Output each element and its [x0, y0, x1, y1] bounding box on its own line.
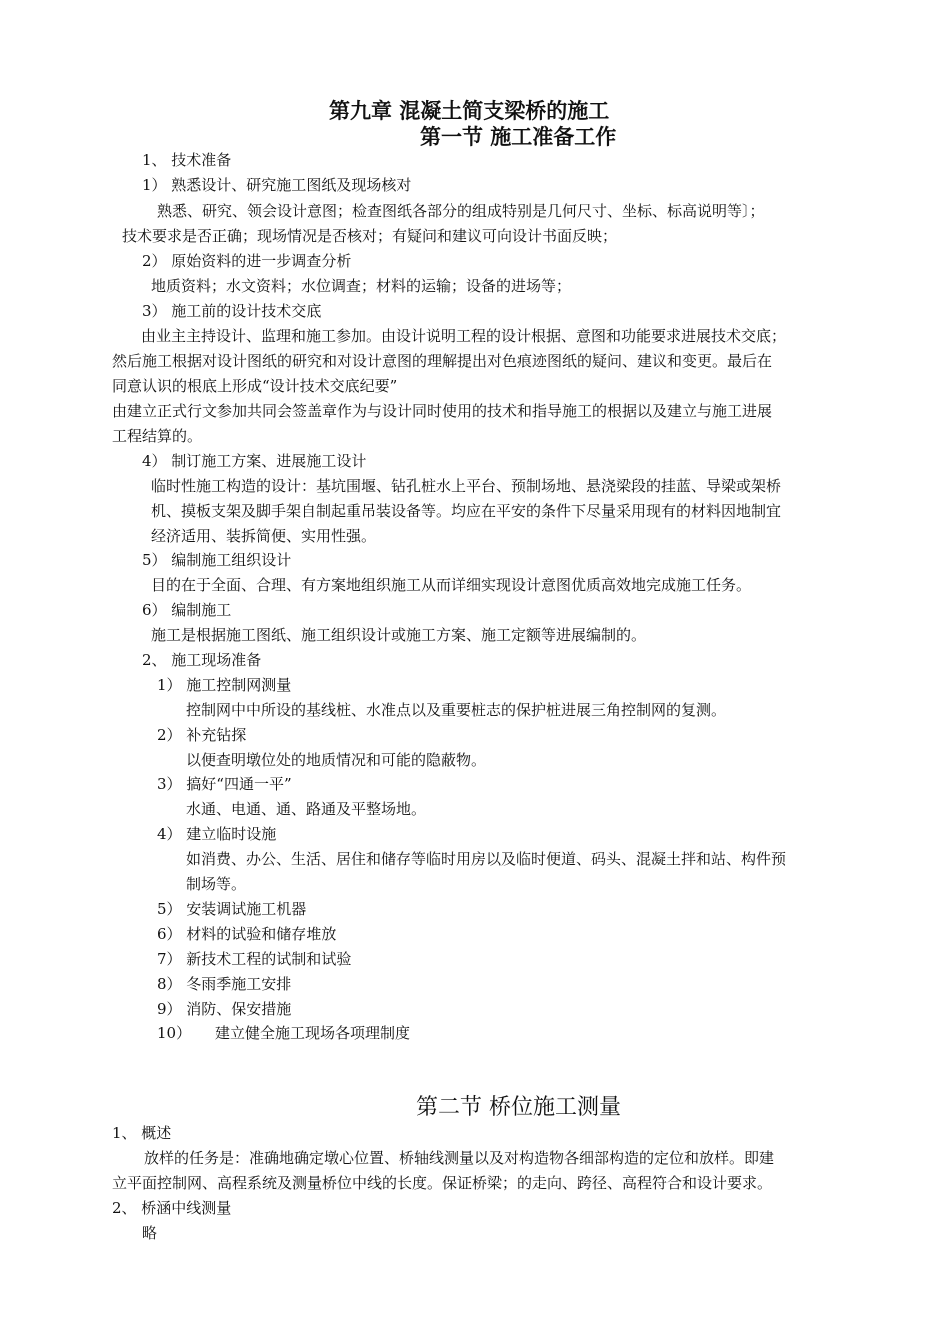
heading-technical-prep: 1、 技术准备 [142, 151, 232, 169]
paragraph-line: 熟悉、研究、领会设计意图；检查图纸各部分的组成特别是几何尺寸、坐标、标高说明等〕； [157, 202, 765, 220]
subheading-item-4: 4） 建立临时设施 [157, 825, 277, 843]
subheading-item-10-text: 建立健全施工现场各项理制度 [215, 1024, 411, 1042]
subheading-item-6: 6） 材料的试验和储存堆放 [157, 925, 337, 943]
paragraph-line: 施工是根据施工图纸、施工组织设计或施工方案、施工定额等进展编制的。 [151, 626, 647, 644]
subheading-item-10-number: 10） [157, 1024, 192, 1042]
paragraph-line: 立平面控制网、高程系统及测量桥位中线的长度。保证桥梁；的走向、跨径、高程符合和设计要求。 [112, 1174, 773, 1192]
subheading-item-8: 8） 冬雨季施工安排 [157, 975, 292, 993]
paragraph-line: 技术要求是否正确；现场情况是否核对；有疑问和建议可向设计书面反映； [122, 227, 618, 245]
heading-site-prep: 2、 施工现场准备 [142, 651, 262, 669]
subheading-item-9: 9） 消防、保安措施 [157, 1000, 292, 1018]
paragraph-line: 临时性施工构造的设计：基坑围堰、钻孔桩水上平台、预制场地、悬浇梁段的挂蓝、导梁或架桥 [151, 477, 782, 495]
chapter-title: 第九章 混凝土简支梁桥的施工 [329, 98, 610, 123]
subheading-item-7: 7） 新技术工程的试制和试验 [157, 950, 352, 968]
paragraph-line: 然后施工根据对设计图纸的研究和对设计意图的理解提出对色痕迹图纸的疑问、建议和变更。最后在 [112, 352, 773, 370]
paragraph-line: 由建立正式行文参加共同会签盖章作为与设计同时使用的技术和指导施工的根据以及建立与施工进展 [112, 402, 773, 420]
section-1-title: 第一节 施工准备工作 [420, 124, 617, 149]
paragraph-line: 放样的任务是：准确地确定墩心位置、桥轴线测量以及对构造物各细部构造的定位和放样。即建 [144, 1149, 775, 1167]
paragraph-line: 略 [142, 1224, 158, 1242]
subheading-item-2: 2） 补充钻探 [157, 726, 247, 744]
subheading-item-1: 1） 施工控制网测量 [157, 676, 292, 694]
subheading-item-3: 3） 搞好“四通一平” [157, 775, 292, 793]
paragraph-line: 经济适用、装拆简便、实用性强。 [151, 527, 377, 545]
paragraph-line: 机、摸板支架及脚手架自制起重吊装设备等。均应在平安的条件下尽量采用现有的材料因地制宜 [151, 502, 782, 520]
paragraph-line: 制场等。 [186, 875, 247, 893]
subheading-item-5: 5） 安装调试施工机器 [157, 900, 307, 918]
paragraph-line: 控制网中中所设的基线桩、水准点以及重要桩志的保护桩进展三角控制网的复测。 [186, 701, 727, 719]
subheading-item-3: 3） 施工前的设计技术交底 [142, 302, 322, 320]
paragraph-line: 以便查明墩位处的地质情况和可能的隐蔽物。 [186, 751, 487, 769]
paragraph-line: 由业主主持设计、监理和施工参加。由设计说明工程的设计根据、意图和功能要求进展技术交底； [141, 327, 787, 345]
subheading-item-6: 6） 编制施工 [142, 601, 232, 619]
heading-centerline-survey: 2、 桥涵中线测量 [112, 1199, 232, 1217]
paragraph-line: 地质资料；水文资料；水位调查；材料的运输；设备的进场等； [151, 277, 572, 295]
heading-overview: 1、 概述 [112, 1124, 172, 1142]
paragraph-line: 如消费、办公、生活、居住和储存等临时用房以及临时便道、码头、混凝土拌和站、构件预 [186, 850, 787, 868]
subheading-item-4: 4） 制订施工方案、进展施工设计 [142, 452, 367, 470]
subheading-item-5: 5） 编制施工组织设计 [142, 551, 292, 569]
paragraph-line: 目的在于全面、合理、有方案地组织施工从而详细实现设计意图优质高效地完成施工任务。 [151, 576, 752, 594]
paragraph-line: 水通、电通、通、路通及平整场地。 [186, 800, 427, 818]
paragraph-line: 工程结算的。 [112, 427, 203, 445]
paragraph-line: 同意认识的根底上形成“设计技术交底纪要” [112, 377, 398, 395]
subheading-item-2: 2） 原始资料的进一步调查分析 [142, 252, 352, 270]
section-2-title: 第二节 桥位施工测量 [416, 1095, 621, 1120]
subheading-item-1: 1） 熟悉设计、研究施工图纸及现场核对 [142, 176, 412, 194]
